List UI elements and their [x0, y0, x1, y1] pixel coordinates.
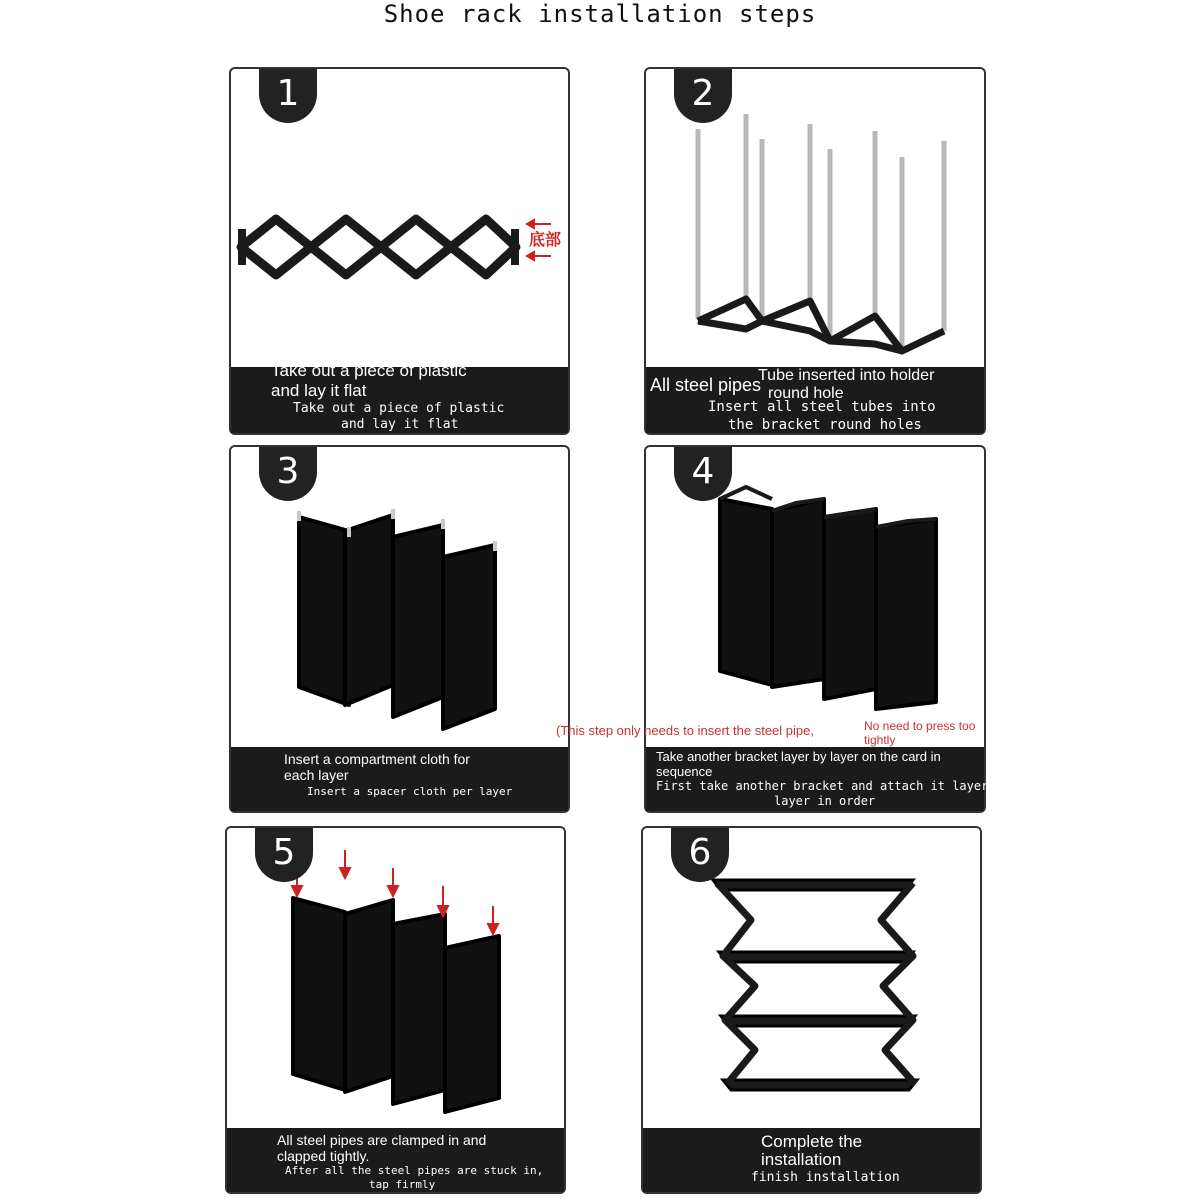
step-1-card	[229, 67, 570, 435]
step-3-badge: 3	[259, 447, 317, 501]
step-4-caption-bar	[646, 747, 1011, 811]
note-right: tightly	[864, 733, 896, 747]
caption-sub-line: tap firmly	[369, 1178, 436, 1191]
caption-sub-line: Take out a piece of plastic	[293, 401, 505, 416]
step-5-caption-bar	[227, 1128, 564, 1192]
caption-line: Tube inserted into holder	[758, 367, 935, 384]
caption-line: All steel pipes are clamped in and	[277, 1132, 487, 1148]
step-5-card	[225, 826, 566, 1194]
caption-line: each layer	[284, 767, 349, 783]
step-3-caption-bar	[231, 747, 568, 811]
step-4-card	[556, 445, 1011, 813]
caption-sub-line: First take another bracket and attach it layer by	[656, 779, 1011, 793]
caption-line: sequence	[656, 764, 713, 779]
step-6-card	[641, 826, 982, 1194]
step-1-badge: 1	[259, 69, 317, 123]
caption-sub-line: finish installation	[751, 1170, 900, 1185]
caption-line: Take out a piece of plastic	[271, 361, 467, 380]
step-2-badge: 2	[674, 69, 732, 123]
step-6-badge: 6	[671, 828, 729, 882]
caption-sub-line: After all the steel pipes are stuck in,	[285, 1164, 544, 1177]
step-1-caption-bar	[231, 361, 568, 433]
note-left: (This step only needs to insert the steel pipe,	[556, 723, 814, 738]
step-3-card	[229, 445, 570, 813]
note-right: No need to press too	[864, 719, 976, 733]
caption-line: All steel pipes	[650, 375, 762, 395]
caption-sub-line: and lay it flat	[341, 417, 459, 432]
step-2-caption-bar	[646, 367, 984, 433]
caption-line: round hole	[768, 385, 844, 402]
step-6-caption-bar	[643, 1128, 980, 1192]
step-4-badge: 4	[674, 447, 732, 501]
caption-line: Take another bracket layer by layer on the card in	[656, 749, 941, 764]
step-5-badge: 5	[255, 828, 313, 882]
caption-sub-line: layer in order	[774, 794, 876, 808]
caption-sub-line: Insert a spacer cloth per layer	[307, 785, 513, 798]
caption-line: Complete the	[761, 1132, 863, 1151]
caption-line: Insert a compartment cloth for	[284, 751, 470, 767]
page-title: Shoe rack installation steps	[383, 0, 817, 28]
caption-line: installation	[761, 1150, 842, 1169]
caption-line: clapped tightly.	[277, 1148, 370, 1164]
caption-sub-line: Insert all steel tubes into	[708, 399, 936, 415]
caption-line: and lay it flat	[271, 381, 367, 400]
step-2-card	[644, 67, 986, 435]
bottom-label: 底部	[529, 230, 562, 249]
caption-sub-line: the bracket round holes	[728, 417, 922, 433]
